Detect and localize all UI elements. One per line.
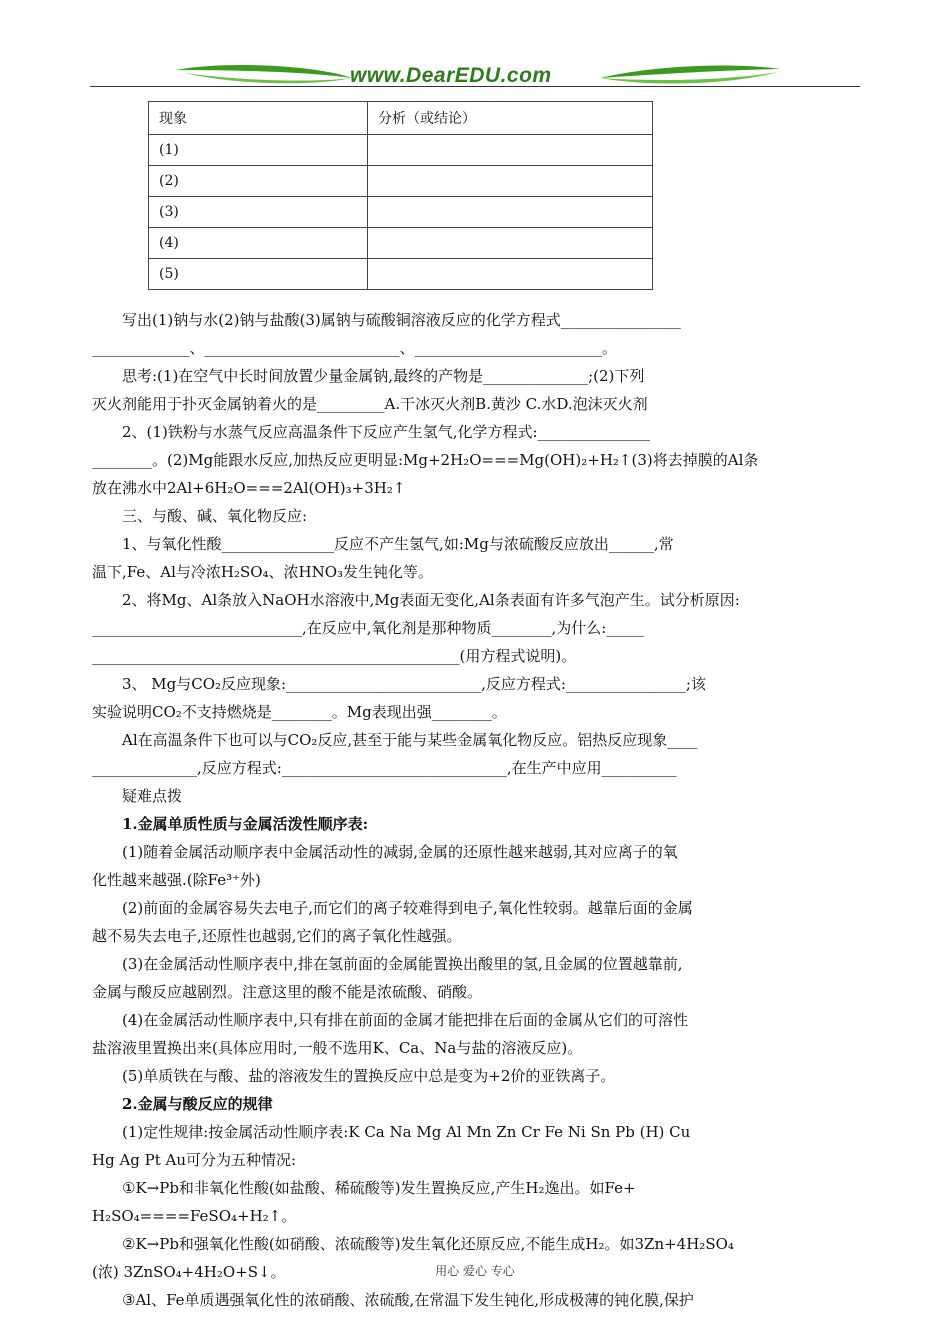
table-cell-label: (5) xyxy=(149,259,368,290)
text-line: (浓) 3ZnSO₄+4H₂O+S↓。 xyxy=(92,1263,286,1281)
header-divider xyxy=(90,86,860,87)
text-line: Hg Ag Pt Au可分为五种情况: xyxy=(92,1151,297,1169)
table-cell-label: (1) xyxy=(149,135,368,166)
text-line: 写出(1)钠与水(2)钠与盐酸(3)属钠与硫酸铜溶液反应的化学方程式________________ xyxy=(122,311,681,329)
text-line: 越不易失去电子,还原性也越弱,它们的离子氧化性越强。 xyxy=(92,927,462,945)
section-heading: 三、与酸、碱、氧化物反应: xyxy=(122,507,308,525)
text-line: _____________、__________________________、_________________________。 xyxy=(92,339,618,357)
page-footer: 用心 爱心 专心 xyxy=(435,1264,515,1278)
text-line: _________________________________________________(用方程式说明)。 xyxy=(92,647,577,665)
text-line: ①K→Pb和非氧化性酸(如盐酸、稀硫酸等)发生置换反应,产生H₂逸出。如Fe+ xyxy=(122,1179,636,1197)
table-header-row xyxy=(149,102,653,135)
table-cell-label: (3) xyxy=(149,197,368,228)
text-line: 灭火剂能用于扑灭金属钠着火的是_________A.干冰灭火剂B.黄沙 C.水D.泡沫灭火剂 xyxy=(92,395,648,413)
text-line: (1)定性规律:按金属活动性顺序表:K Ca Na Mg Al Mn Zn Cr Fe Ni Sn Pb (H) Cu xyxy=(122,1123,691,1141)
text-line: (4)在金属活动性顺序表中,只有排在前面的金属才能把排在后面的金属从它们的可溶性 xyxy=(122,1011,689,1029)
text-line: 温下,Fe、Al与冷浓H₂SO₄、浓HNO₃发生钝化等。 xyxy=(92,563,434,581)
text-line: ________。(2)Mg能跟水反应,加热反应更明显:Mg+2H₂O===Mg(OH)₂+H₂↑(3)将去掉膜的Al条 xyxy=(92,451,759,469)
table-cell-blank xyxy=(368,166,653,197)
table-header-phenomenon: 现象 xyxy=(149,102,368,135)
table-cell-label: (2) xyxy=(149,166,368,197)
text-line: (3)在金属活动性顺序表中,排在氢前面的金属能置换出酸里的氢,且金属的位置越靠前, xyxy=(122,955,683,973)
section-heading: 疑难点拨 xyxy=(122,787,183,805)
text-line: ②K→Pb和强氧化性酸(如硝酸、浓硫酸等)发生氧化还原反应,不能生成H₂。如3Zn+4H₂SO₄ xyxy=(122,1235,734,1253)
table-row xyxy=(149,259,653,290)
text-line: 思考:(1)在空气中长时间放置少量金属钠,最终的产物是______________;(2)下列 xyxy=(122,367,645,385)
text-line: 放在沸水中2Al+6H₂O===2Al(OH)₃+3H₂↑ xyxy=(92,479,406,497)
table-cell-blank xyxy=(368,135,653,166)
table-row xyxy=(149,166,653,197)
site-url[interactable]: www.DearEDU.com xyxy=(350,64,552,87)
observation-table xyxy=(148,101,653,290)
table-cell-blank xyxy=(368,259,653,290)
text-line: 盐溶液里置换出来(具体应用时,一般不选用K、Ca、Na与盐的溶液反应)。 xyxy=(92,1039,583,1057)
text-line: (1)随着金属活动顺序表中金属活动性的减弱,金属的还原性越来越弱,其对应离子的氧 xyxy=(122,843,678,861)
text-line: (2)前面的金属容易失去电子,而它们的离子较难得到电子,氧化性较弱。越靠后面的金属 xyxy=(122,899,693,917)
table-cell-blank xyxy=(368,197,653,228)
text-line: H₂SO₄====FeSO₄+H₂↑。 xyxy=(92,1207,297,1225)
text-line: ③Al、Fe单质遇强氧化性的浓硝酸、浓硫酸,在常温下发生钝化,形成极薄的钝化膜,保护 xyxy=(122,1291,694,1309)
table-row xyxy=(149,228,653,259)
text-line: ______________,反应方程式:______________________________,在生产中应用__________ xyxy=(92,759,677,777)
table-row xyxy=(149,197,653,228)
text-line: 化性越来越强.(除Fe³⁺外) xyxy=(92,871,261,889)
table-header-analysis: 分析（或结论） xyxy=(368,102,653,135)
section-heading: 2.金属与酸反应的规律 xyxy=(122,1095,273,1113)
text-line: Al在高温条件下也可以与CO₂反应,甚至于能与某些金属氧化物反应。铝热反应现象____ xyxy=(122,731,698,749)
section-heading: 1.金属单质性质与金属活泼性顺序表: xyxy=(122,815,369,833)
table-cell-blank xyxy=(368,228,653,259)
text-line: 3、 Mg与CO₂反应现象:__________________________,反应方程式:________________;该 xyxy=(122,675,706,693)
table-cell-label: (4) xyxy=(149,228,368,259)
text-line: 2、将Mg、Al条放入NaOH水溶液中,Mg表面无变化,Al条表面有许多气泡产生。试分析原因: xyxy=(122,591,740,609)
text-line: ____________________________,在反应中,氧化剂是那种物质________,为什么:_____ xyxy=(92,619,644,637)
text-line: 实验说明CO₂不支持燃烧是________。Mg表现出强________。 xyxy=(92,703,507,721)
text-line: 1、与氧化性酸_______________反应不产生氢气,如:Mg与浓硫酸反应放出______,常 xyxy=(122,535,674,553)
text-line: 2、(1)铁粉与水蒸气反应高温条件下反应产生氢气,化学方程式:_______________ xyxy=(122,423,651,441)
table-row xyxy=(149,135,653,166)
text-line: 金属与酸反应越剧烈。注意这里的酸不能是浓硫酸、硝酸。 xyxy=(92,983,483,1001)
text-line: (5)单质铁在与酸、盐的溶液发生的置换反应中总是变为+2价的亚铁离子。 xyxy=(122,1067,616,1085)
